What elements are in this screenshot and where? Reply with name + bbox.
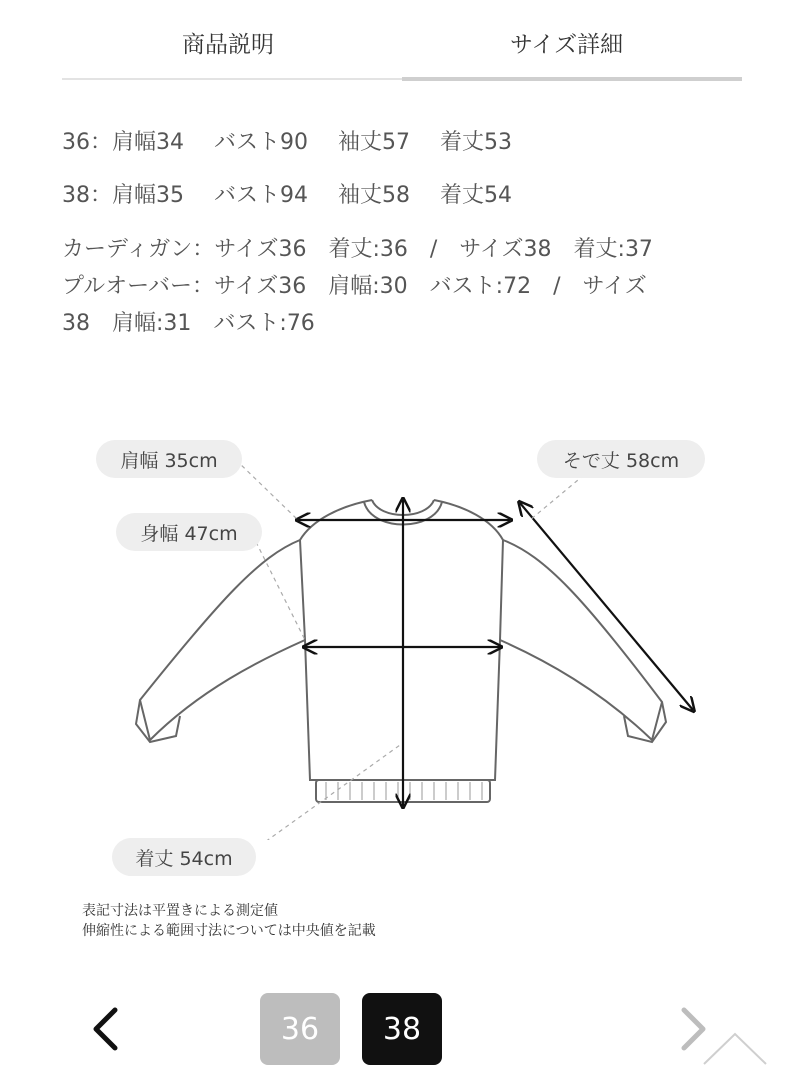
length-label: 着丈 54cm	[112, 838, 256, 876]
spec-note-pullover: プルオーバー：サイズ36 肩幅:30 バスト:72 / サイズ	[62, 274, 647, 299]
size-option-36[interactable]: 36	[260, 993, 340, 1065]
size-option-38[interactable]: 38	[362, 993, 442, 1065]
tab-product-description[interactable]: 商品説明	[182, 32, 274, 58]
shoulder-label: 肩幅 35cm	[96, 440, 242, 478]
spec-shoulder: 肩幅35	[112, 183, 184, 208]
spec-size: 36：	[62, 130, 112, 155]
sleeve-label: そで丈 58cm	[537, 440, 705, 478]
spec-shoulder: 肩幅34	[112, 130, 184, 155]
spec-bust: バスト94	[214, 183, 308, 208]
spec-bust: バスト90	[214, 130, 308, 155]
footnote-line-1: 表記寸法は平置きによる測定値	[82, 903, 278, 919]
spec-size: 38：	[62, 183, 112, 208]
sleeve-arrow	[520, 503, 693, 710]
spec-sleeve: 袖丈58	[338, 183, 410, 208]
chest-label: 身幅 47cm	[116, 513, 262, 551]
spec-length: 着丈54	[440, 183, 512, 208]
footnote-line-2: 伸縮性による範囲寸法については中央値を記載	[82, 923, 376, 939]
spec-sleeve: 袖丈57	[338, 130, 410, 155]
spec-note-cardigan: カーディガン：サイズ36 着丈:36 / サイズ38 着丈:37	[62, 237, 653, 262]
chevron-left-icon[interactable]	[88, 1006, 122, 1052]
spec-length: 着丈53	[440, 130, 512, 155]
measurement-footnote	[82, 901, 376, 941]
tab-size-details[interactable]: サイズ詳細	[510, 32, 624, 58]
chevron-up-icon[interactable]	[700, 1028, 770, 1068]
spec-note-pullover-cont: 38 肩幅:31 バスト:76	[62, 311, 315, 336]
